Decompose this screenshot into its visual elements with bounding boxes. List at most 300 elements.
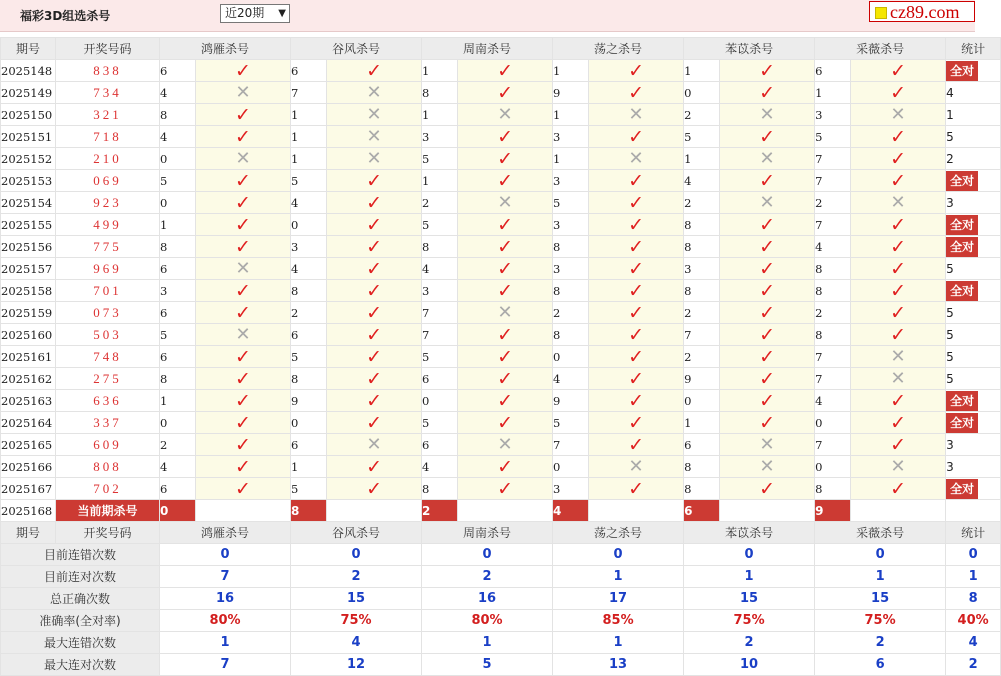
check-icon: ✓ bbox=[890, 169, 907, 192]
summary-value: 13 bbox=[553, 654, 684, 676]
summary-col-issue: 期号 bbox=[1, 522, 56, 544]
summary-col-stat: 统计 bbox=[946, 522, 1001, 544]
draw-number-cell: 808 bbox=[56, 456, 160, 478]
check-icon: ✓ bbox=[366, 191, 382, 214]
summary-value: 6 bbox=[815, 654, 946, 676]
kill-number-cell: 2 bbox=[291, 302, 327, 324]
draw-number-cell: 838 bbox=[56, 60, 160, 82]
check-icon: ✓ bbox=[759, 477, 776, 500]
draw-number-cell: 321 bbox=[56, 104, 160, 126]
kill-number-cell: 5 bbox=[553, 412, 589, 434]
cross-icon: ✕ bbox=[235, 257, 251, 279]
summary-label: 总正确次数 bbox=[1, 588, 160, 610]
check-icon: ✓ bbox=[366, 235, 382, 258]
summary-row bbox=[1, 654, 1001, 676]
check-icon: ✓ bbox=[890, 147, 907, 170]
kill-number-cell: 8 bbox=[422, 236, 458, 258]
check-icon: ✓ bbox=[366, 345, 382, 368]
draw-number-cell: 275 bbox=[56, 368, 160, 390]
all-correct-badge: 全对 bbox=[946, 237, 978, 257]
summary-value: 0 bbox=[684, 544, 815, 566]
kill-number-cell: 3 bbox=[160, 280, 196, 302]
summary-col-method: 鸿雁杀号 bbox=[160, 522, 291, 544]
kill-number-cell: 7 bbox=[553, 434, 589, 456]
check-icon: ✓ bbox=[497, 213, 513, 236]
issue-cell: 2025152 bbox=[1, 148, 56, 170]
kill-number-cell: 6 bbox=[422, 434, 458, 456]
kill-number-cell: 5 bbox=[553, 192, 589, 214]
kill-number-cell: 3 bbox=[815, 104, 851, 126]
kill-number-cell: 5 bbox=[815, 126, 851, 148]
kill-number-cell: 8 bbox=[553, 324, 589, 346]
table-row bbox=[1, 412, 1001, 434]
check-icon: ✓ bbox=[366, 477, 382, 500]
check-icon: ✓ bbox=[628, 345, 645, 368]
kill-number-cell: 0 bbox=[815, 456, 851, 478]
current-issue-row bbox=[1, 500, 1001, 522]
kill-number-cell: 2 bbox=[553, 302, 589, 324]
stat-cell: 5 bbox=[946, 368, 1001, 390]
check-icon: ✓ bbox=[890, 323, 907, 346]
draw-number-cell: 069 bbox=[56, 170, 160, 192]
kill-number-cell: 8 bbox=[160, 368, 196, 390]
check-icon: ✓ bbox=[497, 367, 513, 390]
issue-cell: 2025167 bbox=[1, 478, 56, 500]
check-icon: ✓ bbox=[628, 301, 645, 324]
summary-col-number: 开奖号码 bbox=[56, 522, 160, 544]
summary-value: 1 bbox=[553, 566, 684, 588]
table-row bbox=[1, 170, 1001, 192]
summary-value: 0 bbox=[553, 544, 684, 566]
check-icon: ✓ bbox=[890, 279, 907, 302]
table-row bbox=[1, 280, 1001, 302]
check-icon: ✓ bbox=[628, 323, 645, 346]
check-icon: ✓ bbox=[497, 147, 513, 170]
check-icon: ✓ bbox=[890, 433, 907, 456]
stat-cell: 5 bbox=[946, 302, 1001, 324]
kill-number-cell: 0 bbox=[291, 412, 327, 434]
all-correct-badge: 全对 bbox=[946, 479, 978, 499]
summary-value: 75% bbox=[291, 610, 422, 632]
summary-col-method: 采薇杀号 bbox=[815, 522, 946, 544]
draw-number-cell: 503 bbox=[56, 324, 160, 346]
check-icon: ✓ bbox=[235, 345, 251, 368]
check-icon: ✓ bbox=[628, 81, 645, 104]
kill-number-cell: 8 bbox=[422, 82, 458, 104]
check-icon: ✓ bbox=[759, 323, 776, 346]
kill-number-cell: 6 bbox=[422, 368, 458, 390]
check-icon: ✓ bbox=[497, 323, 513, 346]
kill-number-cell: 8 bbox=[684, 456, 720, 478]
issue-cell: 2025164 bbox=[1, 412, 56, 434]
check-icon: ✓ bbox=[628, 411, 645, 434]
current-label: 当前期杀号 bbox=[56, 500, 160, 522]
summary-value: 75% bbox=[684, 610, 815, 632]
kill-number-cell: 7 bbox=[815, 434, 851, 456]
draw-number-cell: 775 bbox=[56, 236, 160, 258]
col-issue: 期号 bbox=[1, 38, 56, 60]
check-icon: ✓ bbox=[235, 235, 251, 258]
col-method: 周南杀号 bbox=[422, 38, 553, 60]
cross-icon: ✕ bbox=[497, 191, 513, 213]
table-row bbox=[1, 456, 1001, 478]
kill-number-cell: 2 bbox=[684, 302, 720, 324]
table-row bbox=[1, 324, 1001, 346]
check-icon: ✓ bbox=[759, 389, 776, 412]
check-icon: ✓ bbox=[235, 169, 251, 192]
kill-number-cell: 3 bbox=[422, 126, 458, 148]
cross-icon: ✕ bbox=[366, 103, 382, 125]
issue-cell: 2025150 bbox=[1, 104, 56, 126]
kill-number-cell: 5 bbox=[160, 324, 196, 346]
summary-value: 0 bbox=[291, 544, 422, 566]
cross-icon: ✕ bbox=[235, 147, 251, 169]
kill-number-cell: 2 bbox=[815, 192, 851, 214]
check-icon: ✓ bbox=[235, 477, 251, 500]
summary-value: 1 bbox=[422, 632, 553, 654]
kill-number-cell: 7 bbox=[291, 82, 327, 104]
issue-cell: 2025161 bbox=[1, 346, 56, 368]
current-kill: 0 bbox=[160, 500, 196, 522]
check-icon: ✓ bbox=[628, 125, 645, 148]
period-select[interactable] bbox=[220, 4, 290, 23]
issue-cell: 2025159 bbox=[1, 302, 56, 324]
col-method: 鸿雁杀号 bbox=[160, 38, 291, 60]
summary-value: 16 bbox=[160, 588, 291, 610]
summary-value: 15 bbox=[815, 588, 946, 610]
summary-value: 80% bbox=[422, 610, 553, 632]
table-row bbox=[1, 214, 1001, 236]
issue-cell: 2025158 bbox=[1, 280, 56, 302]
cross-icon: ✕ bbox=[628, 103, 644, 125]
kill-number-cell: 6 bbox=[160, 346, 196, 368]
summary-value: 7 bbox=[160, 566, 291, 588]
summary-stat: 40% bbox=[946, 610, 1001, 632]
kill-number-cell: 4 bbox=[815, 390, 851, 412]
cross-icon: ✕ bbox=[497, 301, 513, 323]
kill-number-cell: 4 bbox=[160, 82, 196, 104]
kill-number-cell: 1 bbox=[291, 104, 327, 126]
summary-stat: 1 bbox=[946, 566, 1001, 588]
table-row bbox=[1, 434, 1001, 456]
check-icon: ✓ bbox=[759, 301, 776, 324]
summary-value: 17 bbox=[553, 588, 684, 610]
check-icon: ✓ bbox=[759, 279, 776, 302]
check-icon: ✓ bbox=[497, 411, 513, 434]
cross-icon: ✕ bbox=[759, 455, 775, 477]
check-icon: ✓ bbox=[497, 389, 513, 412]
all-correct-badge: 全对 bbox=[946, 391, 978, 411]
top-bar bbox=[0, 0, 975, 32]
summary-row bbox=[1, 588, 1001, 610]
kill-number-cell: 3 bbox=[553, 214, 589, 236]
kill-number-cell: 5 bbox=[160, 170, 196, 192]
check-icon: ✓ bbox=[366, 279, 382, 302]
kill-number-cell: 9 bbox=[553, 82, 589, 104]
summary-row bbox=[1, 566, 1001, 588]
summary-value: 15 bbox=[684, 588, 815, 610]
summary-value: 1 bbox=[160, 632, 291, 654]
summary-col-method: 荡之杀号 bbox=[553, 522, 684, 544]
kill-number-cell: 2 bbox=[684, 104, 720, 126]
summary-value: 10 bbox=[684, 654, 815, 676]
col-method: 谷风杀号 bbox=[291, 38, 422, 60]
check-icon: ✓ bbox=[366, 389, 382, 412]
cross-icon: ✕ bbox=[759, 433, 775, 455]
summary-value: 85% bbox=[553, 610, 684, 632]
draw-number-cell: 499 bbox=[56, 214, 160, 236]
check-icon: ✓ bbox=[628, 367, 645, 390]
kill-number-cell: 1 bbox=[684, 412, 720, 434]
table-row bbox=[1, 236, 1001, 258]
check-icon: ✓ bbox=[890, 81, 907, 104]
logo-square-icon bbox=[875, 7, 887, 19]
check-icon: ✓ bbox=[890, 411, 907, 434]
kill-number-cell: 4 bbox=[422, 456, 458, 478]
brand-logo[interactable] bbox=[869, 1, 975, 22]
kill-number-cell: 1 bbox=[291, 126, 327, 148]
check-icon: ✓ bbox=[759, 125, 776, 148]
all-correct-badge: 全对 bbox=[946, 171, 978, 191]
kill-number-cell: 6 bbox=[684, 434, 720, 456]
kill-number-cell: 1 bbox=[553, 60, 589, 82]
issue-cell: 2025160 bbox=[1, 324, 56, 346]
kill-number-cell: 8 bbox=[684, 280, 720, 302]
summary-value: 16 bbox=[422, 588, 553, 610]
summary-value: 4 bbox=[291, 632, 422, 654]
kill-number-cell: 9 bbox=[553, 390, 589, 412]
all-correct-badge: 全对 bbox=[946, 281, 978, 301]
check-icon: ✓ bbox=[366, 323, 382, 346]
summary-stat: 4 bbox=[946, 632, 1001, 654]
summary-col-method: 苯苡杀号 bbox=[684, 522, 815, 544]
check-icon: ✓ bbox=[366, 169, 382, 192]
table-row bbox=[1, 126, 1001, 148]
kill-number-cell: 9 bbox=[291, 390, 327, 412]
table-row bbox=[1, 258, 1001, 280]
stat-cell: 5 bbox=[946, 126, 1001, 148]
kill-number-cell: 5 bbox=[291, 478, 327, 500]
check-icon: ✓ bbox=[628, 169, 645, 192]
issue-cell: 2025154 bbox=[1, 192, 56, 214]
check-icon: ✓ bbox=[628, 235, 645, 258]
kill-number-cell: 1 bbox=[291, 456, 327, 478]
draw-number-cell: 609 bbox=[56, 434, 160, 456]
current-kill: 6 bbox=[684, 500, 720, 522]
check-icon: ✓ bbox=[890, 389, 907, 412]
draw-number-cell: 923 bbox=[56, 192, 160, 214]
check-icon: ✓ bbox=[366, 411, 382, 434]
cross-icon: ✕ bbox=[497, 433, 513, 455]
summary-value: 7 bbox=[160, 654, 291, 676]
cross-icon: ✕ bbox=[235, 323, 251, 345]
draw-number-cell: 702 bbox=[56, 478, 160, 500]
kill-number-cell: 1 bbox=[422, 104, 458, 126]
kill-number-cell: 8 bbox=[291, 368, 327, 390]
kill-number-cell: 7 bbox=[815, 148, 851, 170]
stat-cell: 2 bbox=[946, 148, 1001, 170]
table-row bbox=[1, 148, 1001, 170]
kill-number-cell: 0 bbox=[160, 192, 196, 214]
kill-number-cell: 8 bbox=[553, 280, 589, 302]
summary-value: 12 bbox=[291, 654, 422, 676]
summary-value: 1 bbox=[684, 566, 815, 588]
kill-number-cell: 8 bbox=[815, 280, 851, 302]
kill-number-cell: 3 bbox=[553, 478, 589, 500]
check-icon: ✓ bbox=[628, 191, 645, 214]
summary-value: 15 bbox=[291, 588, 422, 610]
summary-value: 0 bbox=[422, 544, 553, 566]
brand-text: cz89.com bbox=[890, 2, 960, 22]
summary-value: 5 bbox=[422, 654, 553, 676]
summary-value: 2 bbox=[684, 632, 815, 654]
table-row bbox=[1, 368, 1001, 390]
summary-value: 2 bbox=[291, 566, 422, 588]
kill-number-cell: 5 bbox=[684, 126, 720, 148]
kill-number-cell: 8 bbox=[684, 214, 720, 236]
draw-number-cell: 748 bbox=[56, 346, 160, 368]
kill-number-cell: 1 bbox=[422, 170, 458, 192]
check-icon: ✓ bbox=[628, 257, 645, 280]
issue-cell: 2025163 bbox=[1, 390, 56, 412]
check-icon: ✓ bbox=[628, 433, 645, 456]
kill-number-cell: 4 bbox=[422, 258, 458, 280]
stat-cell: 5 bbox=[946, 324, 1001, 346]
check-icon: ✓ bbox=[366, 59, 382, 82]
check-icon: ✓ bbox=[759, 59, 776, 82]
summary-header-row bbox=[1, 522, 1001, 544]
cross-icon: ✕ bbox=[366, 125, 382, 147]
cross-icon: ✕ bbox=[890, 345, 906, 367]
check-icon: ✓ bbox=[235, 433, 251, 456]
period-select-value: 近20期 bbox=[225, 6, 265, 20]
issue-cell: 2025149 bbox=[1, 82, 56, 104]
table-header-row bbox=[1, 38, 1001, 60]
check-icon: ✓ bbox=[366, 257, 382, 280]
cross-icon: ✕ bbox=[366, 81, 382, 103]
kill-number-cell: 8 bbox=[160, 104, 196, 126]
kill-number-cell: 1 bbox=[422, 60, 458, 82]
kill-number-cell: 2 bbox=[160, 434, 196, 456]
summary-col-method: 周南杀号 bbox=[422, 522, 553, 544]
summary-value: 0 bbox=[815, 544, 946, 566]
draw-number-cell: 073 bbox=[56, 302, 160, 324]
col-method: 荡之杀号 bbox=[553, 38, 684, 60]
kill-number-cell: 0 bbox=[815, 412, 851, 434]
kill-number-cell: 2 bbox=[684, 346, 720, 368]
kill-number-cell: 8 bbox=[815, 324, 851, 346]
issue-cell: 2025157 bbox=[1, 258, 56, 280]
kill-number-cell: 3 bbox=[553, 258, 589, 280]
kill-number-cell: 4 bbox=[160, 456, 196, 478]
col-stat: 统计 bbox=[946, 38, 1001, 60]
check-icon: ✓ bbox=[497, 169, 513, 192]
draw-number-cell: 636 bbox=[56, 390, 160, 412]
summary-stat: 8 bbox=[946, 588, 1001, 610]
kill-number-cell: 5 bbox=[422, 346, 458, 368]
check-icon: ✓ bbox=[628, 389, 645, 412]
stat-cell: 5 bbox=[946, 346, 1001, 368]
summary-label: 准确率(全对率) bbox=[1, 610, 160, 632]
kill-number-cell: 4 bbox=[815, 236, 851, 258]
check-icon: ✓ bbox=[366, 367, 382, 390]
check-icon: ✓ bbox=[235, 213, 251, 236]
check-icon: ✓ bbox=[759, 367, 776, 390]
cross-icon: ✕ bbox=[366, 433, 382, 455]
issue-cell: 2025166 bbox=[1, 456, 56, 478]
check-icon: ✓ bbox=[235, 125, 251, 148]
check-icon: ✓ bbox=[890, 59, 907, 82]
page-title: 福彩3D组选杀号 bbox=[20, 9, 111, 23]
summary-row bbox=[1, 632, 1001, 654]
check-icon: ✓ bbox=[235, 103, 251, 126]
kill-number-cell: 6 bbox=[291, 324, 327, 346]
kill-number-cell: 1 bbox=[160, 390, 196, 412]
kill-number-cell: 0 bbox=[684, 390, 720, 412]
kill-number-cell: 7 bbox=[815, 346, 851, 368]
kill-number-cell: 0 bbox=[422, 390, 458, 412]
check-icon: ✓ bbox=[890, 477, 907, 500]
kill-number-cell: 4 bbox=[291, 192, 327, 214]
stat-cell: 4 bbox=[946, 82, 1001, 104]
chevron-down-icon: ▼ bbox=[278, 8, 286, 19]
kill-number-cell: 5 bbox=[291, 170, 327, 192]
kill-number-cell: 0 bbox=[160, 412, 196, 434]
col-method: 苯苡杀号 bbox=[684, 38, 815, 60]
issue-cell: 2025153 bbox=[1, 170, 56, 192]
check-icon: ✓ bbox=[759, 257, 776, 280]
check-icon: ✓ bbox=[890, 125, 907, 148]
kill-number-cell: 6 bbox=[160, 60, 196, 82]
summary-value: 1 bbox=[553, 632, 684, 654]
col-method: 采薇杀号 bbox=[815, 38, 946, 60]
check-icon: ✓ bbox=[497, 455, 513, 478]
kill-number-cell: 6 bbox=[160, 258, 196, 280]
cross-icon: ✕ bbox=[890, 455, 906, 477]
table-row bbox=[1, 346, 1001, 368]
kill-number-cell: 1 bbox=[815, 82, 851, 104]
kill-number-cell: 0 bbox=[684, 82, 720, 104]
check-icon: ✓ bbox=[759, 169, 776, 192]
kill-number-cell: 8 bbox=[684, 478, 720, 500]
kill-number-cell: 1 bbox=[553, 104, 589, 126]
cross-icon: ✕ bbox=[628, 455, 644, 477]
check-icon: ✓ bbox=[235, 367, 251, 390]
kill-number-cell: 5 bbox=[291, 346, 327, 368]
kill-number-cell: 7 bbox=[815, 368, 851, 390]
check-icon: ✓ bbox=[497, 477, 513, 500]
kill-number-cell: 2 bbox=[684, 192, 720, 214]
kill-number-cell: 3 bbox=[291, 236, 327, 258]
kill-number-cell: 8 bbox=[684, 236, 720, 258]
kill-number-cell: 1 bbox=[553, 148, 589, 170]
kill-number-cell: 8 bbox=[422, 478, 458, 500]
summary-value: 2 bbox=[815, 632, 946, 654]
check-icon: ✓ bbox=[628, 477, 645, 500]
kill-number-cell: 7 bbox=[422, 302, 458, 324]
summary-label: 最大连错次数 bbox=[1, 632, 160, 654]
check-icon: ✓ bbox=[890, 235, 907, 258]
kill-number-cell: 6 bbox=[160, 302, 196, 324]
kill-number-cell: 2 bbox=[815, 302, 851, 324]
cross-icon: ✕ bbox=[759, 147, 775, 169]
check-icon: ✓ bbox=[759, 411, 776, 434]
check-icon: ✓ bbox=[366, 301, 382, 324]
kill-number-cell: 0 bbox=[553, 346, 589, 368]
summary-value: 80% bbox=[160, 610, 291, 632]
kill-number-cell: 3 bbox=[422, 280, 458, 302]
table-row bbox=[1, 192, 1001, 214]
